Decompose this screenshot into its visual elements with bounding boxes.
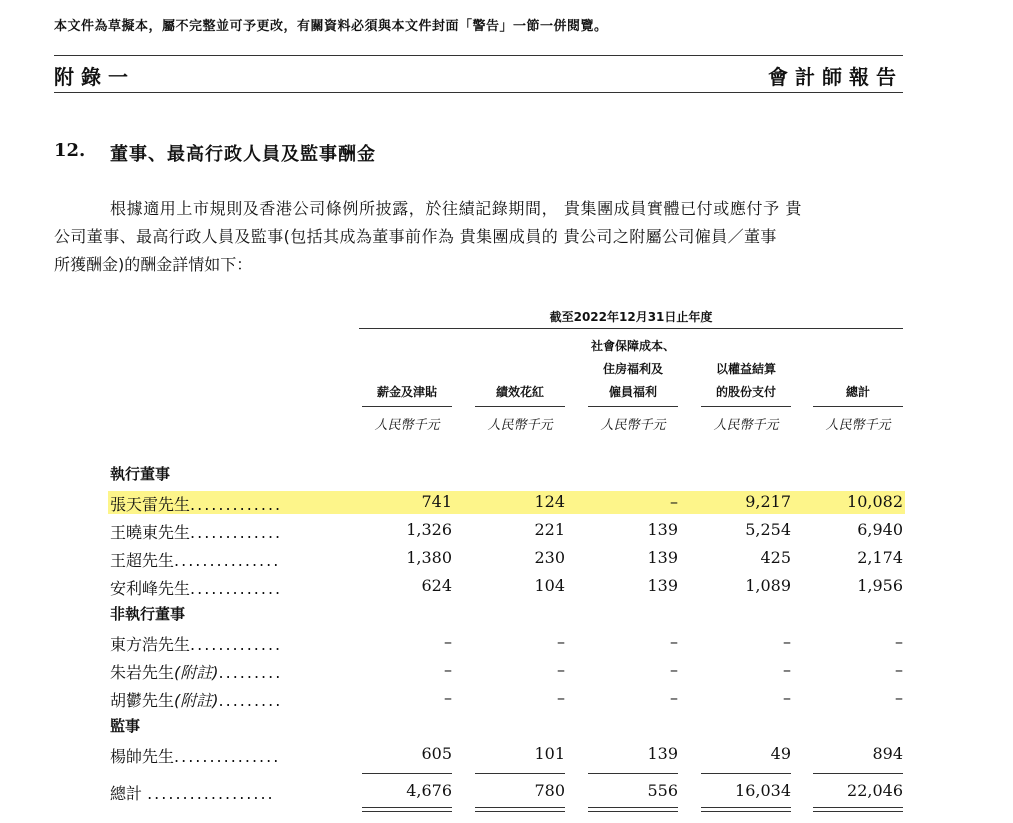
person-name: 王曉東先生 — [110, 523, 191, 542]
row-name — [110, 744, 280, 767]
cell-value: 10,082 — [847, 492, 903, 511]
cell-value: 741 — [421, 492, 452, 511]
column-underline — [362, 406, 452, 407]
person-name: 胡鬱先生 — [110, 691, 175, 710]
leader-dots: ............. — [190, 579, 283, 598]
cell-value: 104 — [534, 576, 565, 595]
column-heading-line: 總計 — [845, 385, 870, 399]
cell-value: 1,089 — [745, 576, 791, 595]
cell-value: – — [557, 688, 565, 707]
leader-dots: ............... — [174, 747, 281, 766]
cell-value: 139 — [647, 548, 678, 567]
cell-value: 605 — [421, 744, 452, 763]
total-double-rule — [813, 807, 903, 812]
cell-value: – — [895, 632, 903, 651]
row-name — [110, 660, 282, 683]
leader-dots: ............. — [190, 495, 283, 514]
footnote-ref: (附註) — [174, 663, 219, 682]
row-name — [110, 688, 282, 711]
column-heading-line: 僱員福利 — [608, 385, 657, 399]
column-unit: 人民幣千元 — [825, 418, 891, 433]
report-title: 會計師報告 — [768, 65, 903, 89]
paragraph-line: 所獲酬金)的酬金詳情如下： — [54, 255, 253, 274]
cell-value: 101 — [534, 744, 565, 763]
row-name — [110, 520, 282, 543]
leader-dots: ......... — [218, 691, 283, 710]
subtotal-rule — [362, 773, 452, 774]
total-double-rule — [475, 807, 565, 812]
total-double-rule — [701, 807, 791, 812]
cell-value: 9,217 — [745, 492, 791, 511]
person-name: 朱岩先生 — [110, 663, 175, 682]
total-row-name — [110, 781, 275, 804]
cell-value: 49 — [770, 744, 791, 763]
person-name: 東方浩先生 — [110, 635, 191, 654]
cell-value: – — [670, 660, 678, 679]
cell-value: 1,380 — [406, 548, 452, 567]
period-rule — [359, 328, 903, 329]
cell-value: 2,174 — [857, 548, 903, 567]
column-unit: 人民幣千元 — [487, 418, 553, 433]
cell-value: – — [670, 632, 678, 651]
person-name: 張天雷先生 — [110, 495, 191, 514]
row-name — [110, 576, 282, 599]
person-name: 楊帥先生 — [110, 747, 175, 766]
cell-value: – — [444, 660, 452, 679]
person-name: 安利峰先生 — [110, 579, 191, 598]
column-underline — [813, 406, 903, 407]
cell-value: – — [783, 660, 791, 679]
cell-value: – — [783, 688, 791, 707]
leader-dots: ............. — [190, 635, 283, 654]
appendix-label: 附錄一 — [54, 65, 135, 89]
column-unit: 人民幣千元 — [713, 418, 779, 433]
total-value: 22,046 — [847, 781, 903, 800]
row-name — [110, 492, 282, 515]
row-name — [110, 632, 282, 655]
cell-value: – — [444, 632, 452, 651]
section-title: 董事、最高行政人員及監事酬金 — [110, 144, 376, 165]
paragraph-line: 公司董事、最高行政人員及監事(包括其成為董事前作為 貴集團成員的 貴公司之附屬公司僱員／董事 — [54, 227, 777, 246]
period-heading: 截至2022年12月31日止年度 — [549, 310, 713, 324]
cell-value: – — [444, 688, 452, 707]
column-unit: 人民幣千元 — [600, 418, 666, 433]
cell-value: 139 — [647, 520, 678, 539]
row-name — [110, 548, 280, 571]
group-label: 非執行董事 — [110, 605, 186, 623]
paragraph-line: 根據適用上市規則及香港公司條例所披露，於往績記錄期間， 貴集團成員實體已付或應付予 貴 — [110, 199, 802, 218]
column-underline — [588, 406, 678, 407]
subtotal-rule — [475, 773, 565, 774]
column-underline — [475, 406, 565, 407]
cell-value: 1,326 — [406, 520, 452, 539]
cell-value: 5,254 — [745, 520, 791, 539]
total-value: 556 — [647, 781, 678, 800]
subtotal-rule — [813, 773, 903, 774]
cell-value: – — [895, 660, 903, 679]
cell-value: 230 — [534, 548, 565, 567]
subtotal-rule — [701, 773, 791, 774]
total-double-rule — [362, 807, 452, 812]
cell-value: – — [670, 492, 678, 511]
cell-value: 221 — [534, 520, 565, 539]
cell-value: – — [557, 660, 565, 679]
column-unit: 人民幣千元 — [374, 418, 440, 433]
column-heading-line: 社會保障成本、 — [590, 339, 675, 353]
leader-dots: ......... — [218, 663, 283, 682]
header-rule-top — [54, 55, 903, 56]
column-heading-line: 以權益結算 — [715, 362, 776, 376]
cell-value: 624 — [421, 576, 452, 595]
total-value: 16,034 — [735, 781, 791, 800]
section-number: 12. — [54, 140, 86, 161]
cell-value: – — [670, 688, 678, 707]
total-double-rule — [588, 807, 678, 812]
cell-value: – — [895, 688, 903, 707]
leader-dots: .................. — [147, 784, 275, 803]
group-label: 監事 — [110, 717, 141, 735]
leader-dots: ............... — [174, 551, 281, 570]
cell-value: 139 — [647, 576, 678, 595]
cell-value: 124 — [534, 492, 565, 511]
cell-value: 894 — [872, 744, 903, 763]
total-value: 4,676 — [406, 781, 452, 800]
header-rule-bottom — [54, 92, 903, 93]
column-heading-line: 績效花紅 — [495, 385, 544, 399]
cell-value: 425 — [760, 548, 791, 567]
intro-paragraph — [54, 195, 903, 279]
column-heading-line: 的股份支付 — [715, 385, 776, 399]
column-heading-line: 薪金及津貼 — [376, 385, 437, 399]
cell-value: – — [783, 632, 791, 651]
column-underline — [701, 406, 791, 407]
person-name: 王超先生 — [110, 551, 175, 570]
cell-value: 6,940 — [857, 520, 903, 539]
cell-value: – — [557, 632, 565, 651]
draft-notice: 本文件為草擬本，屬不完整並可予更改，有關資料必須與本文件封面「警告」一節一併閱覽。 — [54, 19, 608, 34]
total-label: 總計 — [110, 784, 148, 803]
total-value: 780 — [534, 781, 565, 800]
subtotal-rule — [588, 773, 678, 774]
footnote-ref: (附註) — [174, 691, 219, 710]
leader-dots: ............. — [190, 523, 283, 542]
cell-value: 139 — [647, 744, 678, 763]
cell-value: 1,956 — [857, 576, 903, 595]
column-heading-line: 住房福利及 — [602, 362, 663, 376]
group-label: 執行董事 — [110, 465, 171, 483]
